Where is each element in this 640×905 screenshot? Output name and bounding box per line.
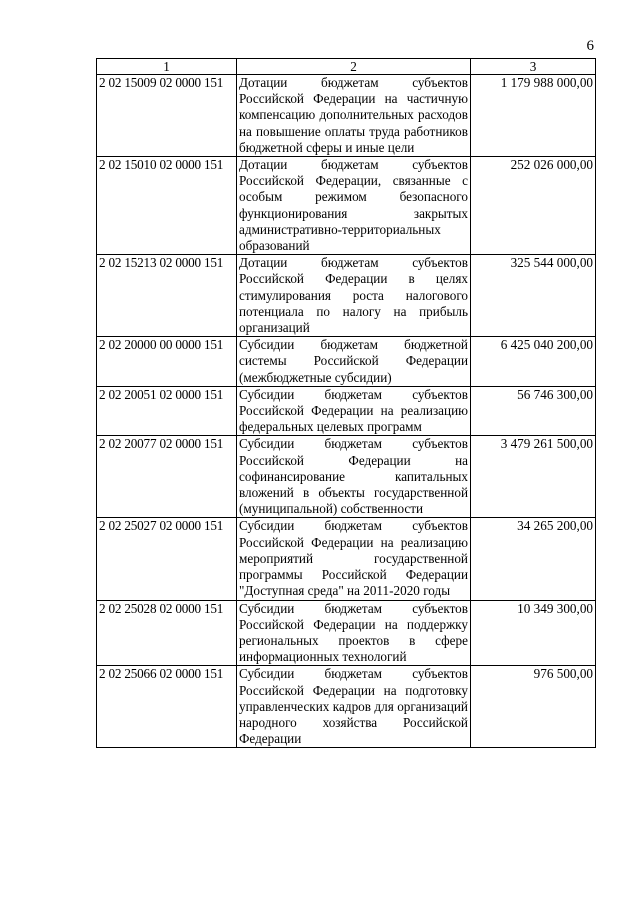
table-row	[97, 666, 596, 748]
table-row	[97, 518, 596, 600]
amount-cell: 6 425 040 200,00	[471, 337, 596, 387]
page-number: 6	[586, 38, 594, 54]
column-header-2: 2	[237, 59, 471, 75]
amount-cell: 3 479 261 500,00	[471, 436, 596, 518]
table-row	[97, 75, 596, 157]
table-row	[97, 436, 596, 518]
amount-cell: 325 544 000,00	[471, 255, 596, 337]
header-row	[97, 59, 596, 75]
amount-cell: 252 026 000,00	[471, 157, 596, 255]
code-cell: 2 02 15010 02 0000 151	[97, 157, 237, 255]
desc-cell: Дотации бюджетам субъектов Российской Федерации на частичную компенсацию дополнительных расходов на повышение оплаты труда работников бюджетной сферы и иные цели	[237, 75, 471, 157]
code-cell: 2 02 20077 02 0000 151	[97, 436, 237, 518]
desc-cell: Субсидии бюджетам субъектов Российской Федерации на поддержку региональных проектов в сфере информационных технологий	[237, 600, 471, 666]
table-row	[97, 600, 596, 666]
amount-cell: 56 746 300,00	[471, 386, 596, 436]
amount-cell: 10 349 300,00	[471, 600, 596, 666]
table-row	[97, 255, 596, 337]
code-cell: 2 02 15009 02 0000 151	[97, 75, 237, 157]
desc-cell: Субсидии бюджетам субъектов Российской Федерации на подготовку управленческих кадров для организаций народного хозяйства Российской Федерации	[237, 666, 471, 748]
desc-cell: Субсидии бюджетам бюджетной системы Российской Федерации (межбюджетные субсидии)	[237, 337, 471, 387]
budget-table	[96, 58, 596, 748]
code-cell: 2 02 25028 02 0000 151	[97, 600, 237, 666]
amount-cell: 976 500,00	[471, 666, 596, 748]
table-row	[97, 157, 596, 255]
code-cell: 2 02 25027 02 0000 151	[97, 518, 237, 600]
desc-cell: Дотации бюджетам субъектов Российской Федерации, связанные с особым режимом безопасного функционирования закрытых административно-территориальных образований	[237, 157, 471, 255]
code-cell: 2 02 20000 00 0000 151	[97, 337, 237, 387]
code-cell: 2 02 25066 02 0000 151	[97, 666, 237, 748]
desc-cell: Дотации бюджетам субъектов Российской Федерации в целях стимулирования роста налогового потенциала по налогу на прибыль организаций	[237, 255, 471, 337]
amount-cell: 34 265 200,00	[471, 518, 596, 600]
desc-cell: Субсидии бюджетам субъектов Российской Федерации на софинансирование капитальных вложений в объекты государственной (муниципальной) собственности	[237, 436, 471, 518]
table-row	[97, 386, 596, 436]
column-header-3: 3	[471, 59, 596, 75]
desc-cell: Субсидии бюджетам субъектов Российской Федерации на реализацию мероприятий государственной программы Российской Федерации "Доступная среда" на 2011-2020 годы	[237, 518, 471, 600]
code-cell: 2 02 15213 02 0000 151	[97, 255, 237, 337]
amount-cell: 1 179 988 000,00	[471, 75, 596, 157]
code-cell: 2 02 20051 02 0000 151	[97, 386, 237, 436]
column-header-1: 1	[97, 59, 237, 75]
desc-cell: Субсидии бюджетам субъектов Российской Федерации на реализацию федеральных целевых программ	[237, 386, 471, 436]
table-row	[97, 337, 596, 387]
